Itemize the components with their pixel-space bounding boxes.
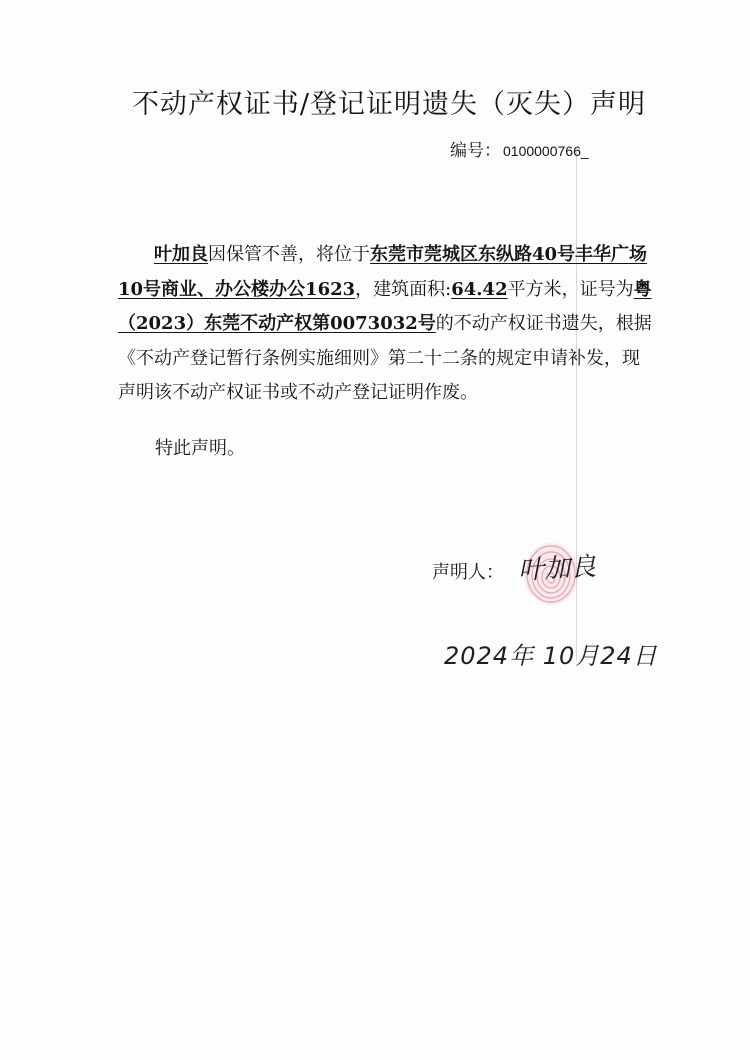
handwritten-signature: 叶加良 xyxy=(517,551,597,587)
body-text-4: 的不动产权证书遗失，根据《不动产登记暂行条例实施细则》第二十二条的规定申请补发，现声明该不动产权证书或不动产登记证明作废。 xyxy=(118,313,652,403)
serial-number: 0100000766_ xyxy=(503,143,589,159)
owner-name: 叶加良 xyxy=(154,244,208,265)
document-title: 不动产权证书/登记证明遗失（灭失）声明 xyxy=(131,89,647,120)
serial-label: 编号： xyxy=(450,141,501,161)
body-text-2: ，建筑面积: xyxy=(355,278,452,300)
body-text-3: 平方米，证号为 xyxy=(507,278,634,300)
floor-area: 64.42 xyxy=(451,278,508,300)
property-address: 东莞市莞城区东纵路40号丰华广场10号商业、办公楼办公1623 xyxy=(118,244,648,300)
body-text-1: 因保管不善，将位于 xyxy=(208,244,370,265)
certificate-number: 粤（2023）东莞不动产权第0073032号 xyxy=(118,278,652,334)
serial-number-row xyxy=(450,136,589,161)
statement-body xyxy=(118,238,653,411)
handwritten-date: 2024年 10月24日 xyxy=(444,642,658,670)
declarant-label: 声明人： xyxy=(432,562,504,583)
closing-statement: 特此声明。 xyxy=(155,438,245,459)
